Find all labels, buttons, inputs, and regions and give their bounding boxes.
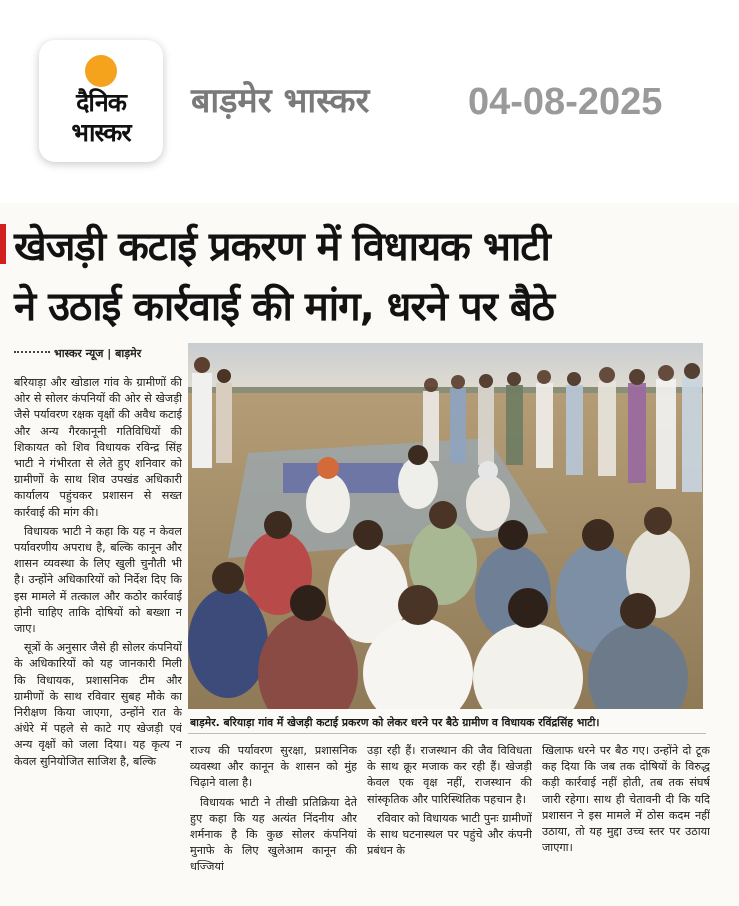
article-column-1 (14, 375, 182, 890)
headline-line-1: खेजड़ी कटाई प्रकरण में विधायक भाटी (14, 224, 550, 270)
article-column-3 (367, 743, 532, 893)
paragraph: रविवार को विधायक भाटी पुनः ग्रामीणों के साथ घटनास्थल पर पहुंचे और कंपनी प्रबंधन के (367, 811, 532, 858)
photo-caption: बाड़मेर. बरियाड़ा गांव में खेजड़ी कटाई प्रकरण को लेकर धरने पर बैठे ग्रामीण व विधायक रविंद्रसिंह भाटी। (190, 716, 600, 729)
news-photo (188, 343, 703, 709)
logo-line-1: दैनिक (76, 88, 126, 117)
caption-divider (188, 733, 706, 734)
edition-name: बाड़मेर भास्कर (191, 81, 370, 121)
paragraph: खिलाफ धरने पर बैठ गए। उन्होंने दो टूक कह दिया कि जब तक दोषियों के विरुद्ध कड़ी कार्रवाई नहीं होती, तब तक संघर्ष जारी रहेगा। साथ ही चेतावनी दी कि यदि प्रशासन ने इस मामले में ठोस कदम नहीं उठाया, तो यह मुद्दा उच्च स्तर पर उठाया जाएगा। (542, 744, 710, 855)
dainik-bhaskar-logo (39, 40, 163, 162)
paragraph: सूत्रों के अनुसार जैसे ही सोलर कंपनियों के अधिकारियों को यह जानकारी मिली कि विधायक, प्रशासनिक टीम और ग्रामीणों के साथ रविवार सुबह मौके का निरीक्षण किया जाएगा, उन्होंने रात के अंधेरे में पहले से काटे गए खेजड़ी एवं अन्य वृक्षों को जला दिया। यह कृत्य न केवल सुनियोजित साजिश है, बल्कि (14, 641, 182, 768)
paragraph: विधायक भाटी ने कहा कि यह न केवल पर्यावरणीय अपराध है, बल्कि कानून और शासन व्यवस्था के लिए खुली चुनौती भी है। उन्होंने अधिकारियों को निर्देश दिए कि इस मामले में तत्काल और कठोर कार्रवाई होनी चाहिए ताकि दोषियों को बख्शा न जाए। (14, 524, 182, 636)
paragraph: उड़ा रही हैं। राजस्थान की जैव विविधता के साथ क्रूर मजाक कर रही हैं। खेजड़ी केवल एक वृक्ष नहीं, राजस्थान की सांस्कृतिक और पारिस्थितिक पहचान है। (367, 744, 532, 806)
byline: भास्कर न्यूज | बाड़मेर (54, 347, 142, 360)
sun-icon (85, 55, 117, 87)
headline-accent-bar (0, 224, 6, 264)
logo-line-2: भास्कर (71, 118, 131, 147)
article-column-2 (190, 743, 357, 893)
headline-line-2: ने उठाई कार्रवाई की मांग, धरने पर बैठे (14, 284, 554, 330)
news-clipping (0, 203, 739, 906)
protest-photo-illustration (188, 343, 703, 709)
headline (14, 217, 734, 337)
paragraph: राज्य की पर्यावरण सुरक्षा, प्रशासनिक व्यवस्था और कानून के शासन को मुंह चिढ़ाने वाला है। (190, 744, 357, 790)
paragraph: विधायक भाटी ने तीखी प्रतिक्रिया देते हुए कहा कि यह अत्यंत निंदनीय और शर्मनाक है कि कुछ सोलर कंपनियां मुनाफे के लिए खुलेआम कानून की धज्जियां (190, 795, 357, 874)
article-column-4 (542, 743, 710, 893)
edition-date: 04-08-2025 (468, 81, 663, 123)
paragraph: बरियाड़ा और खोडाल गांव के ग्रामीणों की ओर से सोलर कंपनियों की ओर से खेजड़ी जैसे पर्यावरण रक्षक वृक्षों की अवैध कटाई और अन्य गैरकानूनी गतिविधियों की शिकायत को शिव विधायक रविन्द्र सिंह भाटी ने गंभीरता से लेते हुए शनिवार को ग्रामीणों के साथ शिव उपखंड अधिकारी कार्यालय पहुंचकर प्रशासन से सख्त कार्रवाई की मांग की। (14, 376, 182, 519)
byline-rule (14, 351, 50, 355)
